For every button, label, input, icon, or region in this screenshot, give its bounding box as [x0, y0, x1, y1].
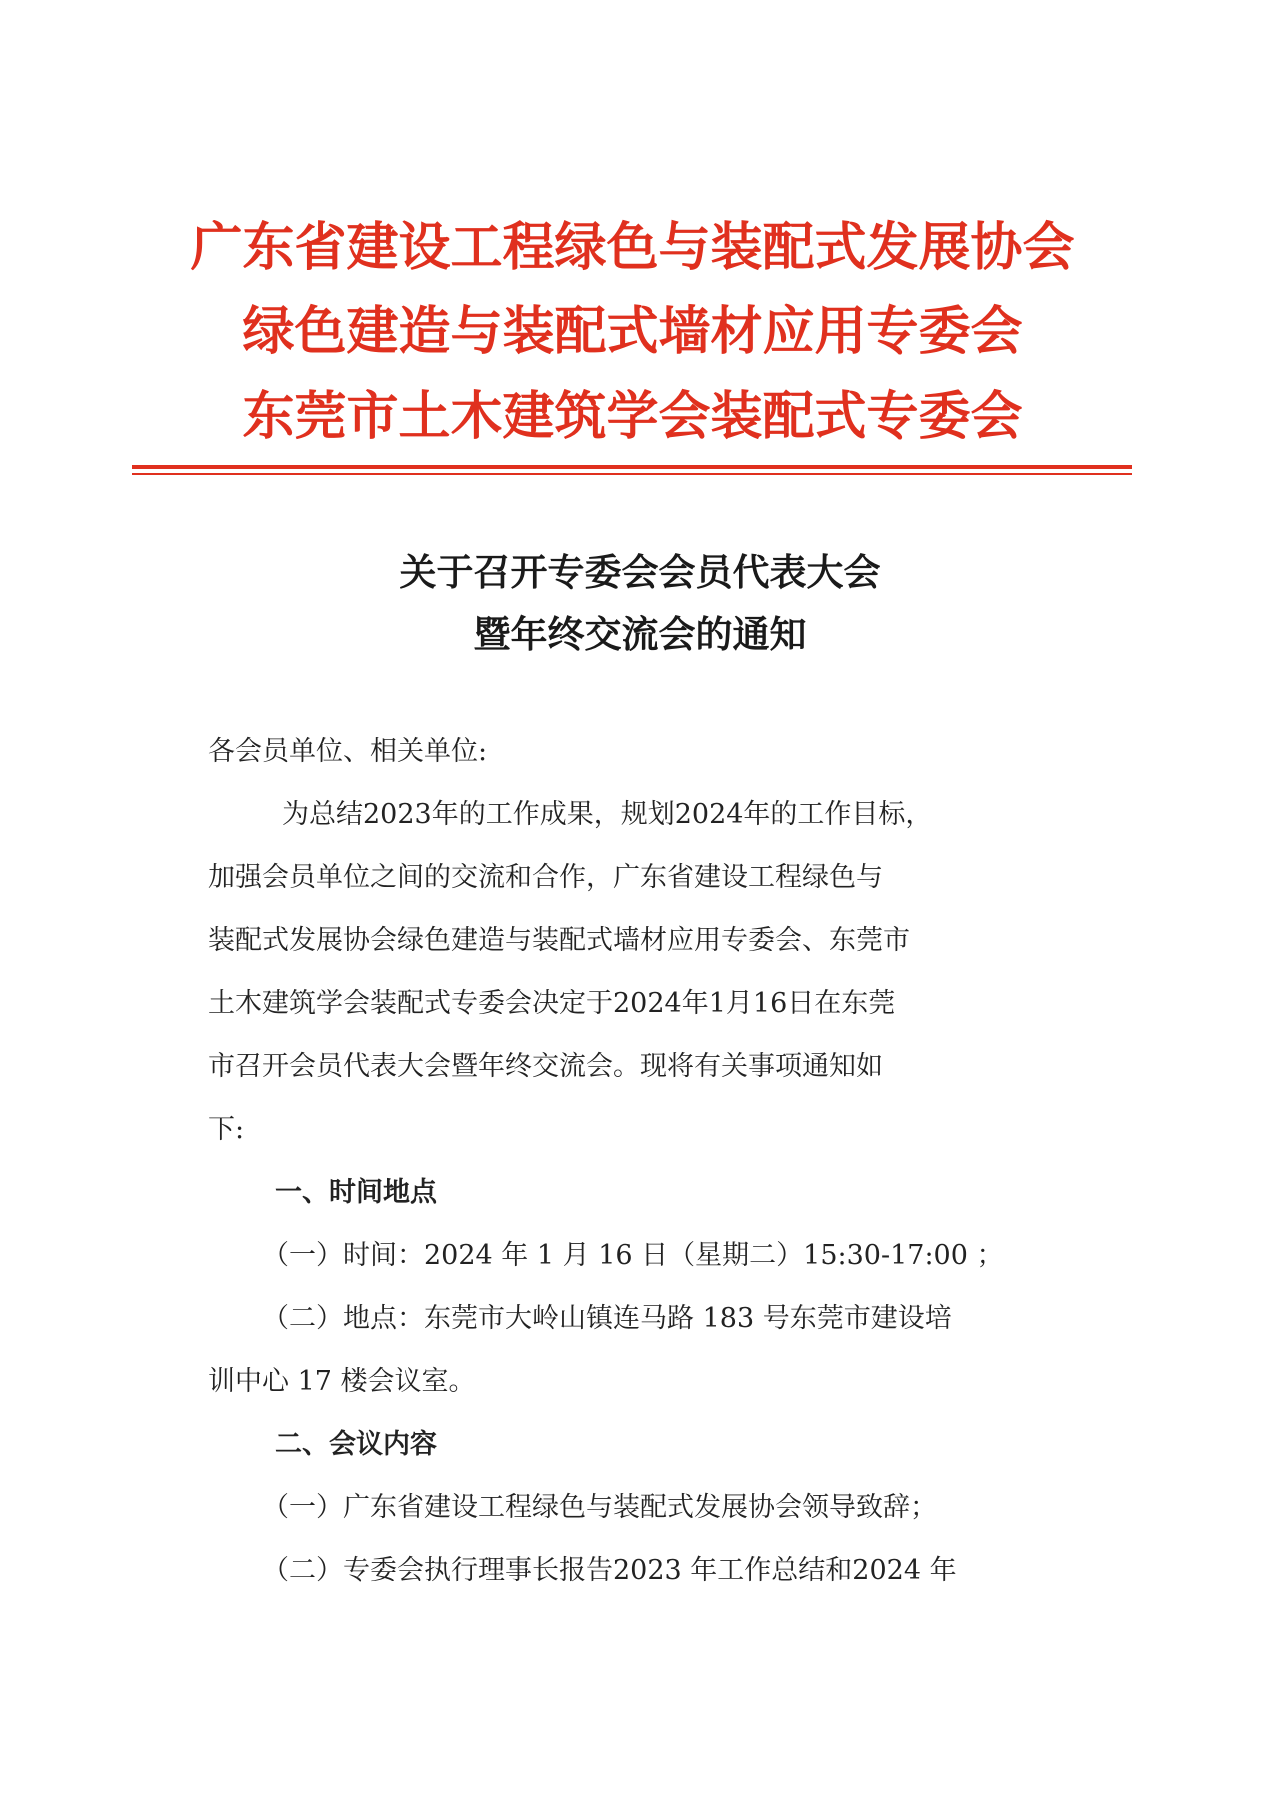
section-1-item-location-cont: 训中心 17 楼会议室。 [208, 1366, 476, 1397]
document-title-line-2: 暨年终交流会的通知 [473, 612, 807, 656]
salutation: 各会员单位、相关单位: [208, 736, 488, 767]
intro-line-6: 下: [208, 1114, 245, 1145]
document-title-line-1: 关于召开专委会会员代表大会 [399, 550, 881, 594]
intro-line-1: 为总结2023年的工作成果，规划2024年的工作目标， [282, 799, 933, 830]
intro-line-4: 土木建筑学会装配式专委会决定于2024年1月16日在东莞 [208, 988, 896, 1019]
section-2-item-1: （一）广东省建设工程绿色与装配式发展协会领导致辞； [262, 1492, 937, 1523]
letterhead-line-3: 东莞市土木建筑学会装配式专委会 [242, 386, 1023, 447]
section-1-item-time: （一）时间：2024 年 1 月 16 日（星期二）15:30-17:00 ； [262, 1240, 1004, 1271]
letterhead-line-2: 绿色建造与装配式墙材应用专委会 [242, 301, 1023, 362]
section-2-heading: 二、会议内容 [275, 1429, 437, 1460]
section-1-heading: 一、时间地点 [275, 1177, 437, 1208]
intro-line-5: 市召开会员代表大会暨年终交流会。现将有关事项通知如 [208, 1051, 883, 1082]
section-2-item-2: （二）专委会执行理事长报告2023 年工作总结和2024 年 [262, 1555, 957, 1586]
section-1-item-location: （二）地点：东莞市大岭山镇连马路 183 号东莞市建设培 [262, 1303, 952, 1334]
letterhead-divider-thin [132, 473, 1132, 475]
letterhead-line-1: 广东省建设工程绿色与装配式发展协会 [190, 217, 1075, 278]
letterhead-divider-thick [132, 465, 1132, 469]
intro-line-2: 加强会员单位之间的交流和合作，广东省建设工程绿色与 [208, 862, 883, 893]
intro-line-3: 装配式发展协会绿色建造与装配式墙材应用专委会、东莞市 [208, 925, 910, 956]
